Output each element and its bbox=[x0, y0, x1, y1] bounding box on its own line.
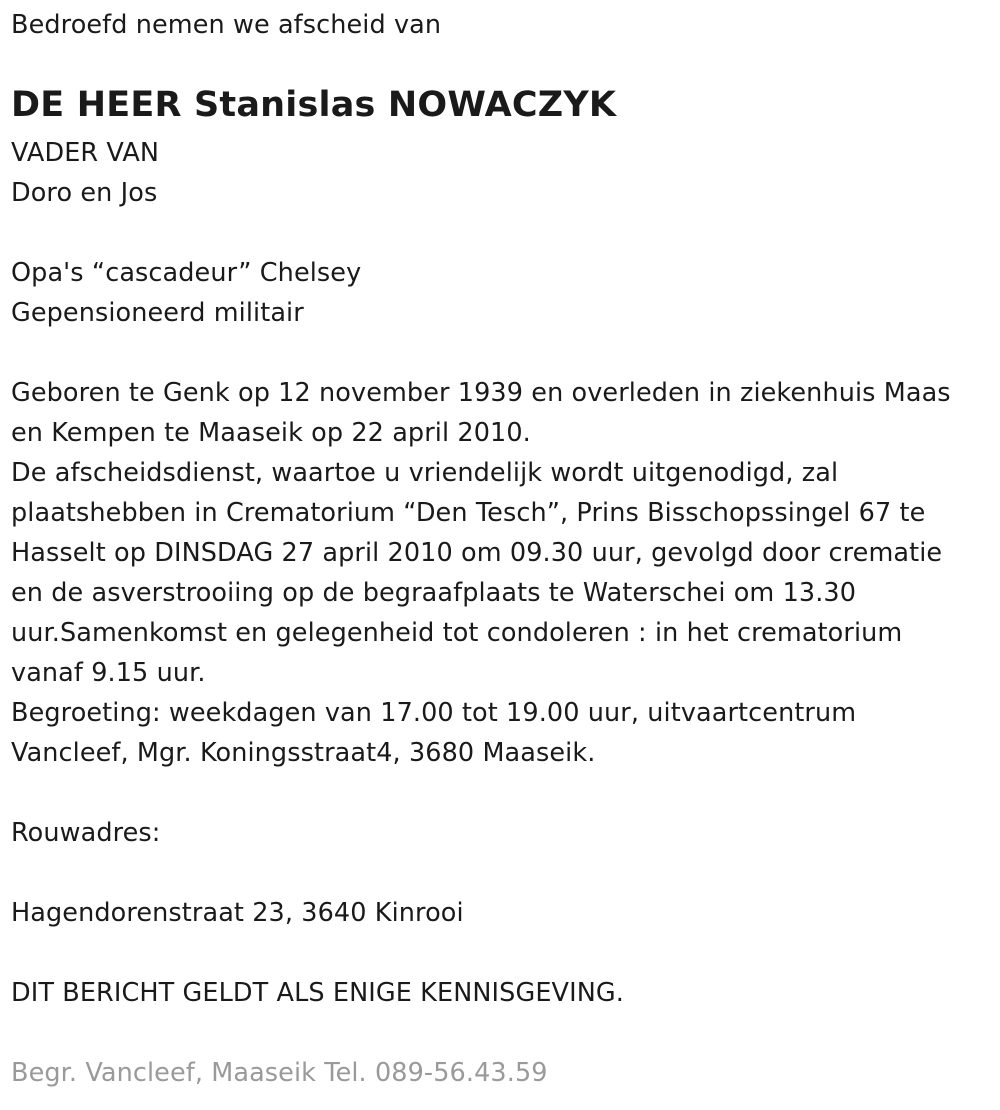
body-line: Vancleef, Mgr. Koningsstraat4, 3680 Maaseik. bbox=[11, 738, 596, 768]
occupation-line: Gepensioneerd militair bbox=[11, 298, 304, 328]
body-line: uur.Samenkomst en gelegenheid tot condoleren : in het crematorium bbox=[11, 618, 903, 648]
body-line: vanaf 9.15 uur. bbox=[11, 658, 206, 688]
body-line: Geboren te Genk op 12 november 1939 en overleden in ziekenhuis Maas bbox=[11, 378, 951, 408]
body-line: en Kempen te Maaseik op 22 april 2010. bbox=[11, 418, 531, 448]
family-block bbox=[11, 133, 159, 213]
nickname-line: Opa's “cascadeur” Chelsey bbox=[11, 258, 362, 288]
children-names: Doro en Jos bbox=[11, 178, 158, 208]
notice-line: DIT BERICHT GELDT ALS ENIGE KENNISGEVING. bbox=[11, 978, 624, 1008]
rouwadres-address: Hagendorenstraat 23, 3640 Kinrooi bbox=[11, 898, 464, 928]
personal-block bbox=[11, 253, 361, 333]
ceremony-details bbox=[11, 373, 951, 773]
deceased-name: DE HEER Stanislas NOWACZYK bbox=[11, 85, 617, 125]
body-line: De afscheidsdienst, waartoe u vriendelijk wordt uitgenodigd, zal bbox=[11, 458, 839, 488]
intro-text: Bedroefd nemen we afscheid van bbox=[11, 10, 442, 40]
body-line: Hasselt op DINSDAG 27 april 2010 om 09.30 uur, gevolgd door crematie bbox=[11, 538, 943, 568]
funeral-home-footer: Begr. Vancleef, Maaseik Tel. 089-56.43.59 bbox=[11, 1058, 548, 1088]
body-line: en de asverstrooiing op de begraafplaats te Waterschei om 13.30 bbox=[11, 578, 857, 608]
rouwadres-label: Rouwadres: bbox=[11, 818, 161, 848]
body-line: Begroeting: weekdagen van 17.00 tot 19.00 uur, uitvaartcentrum bbox=[11, 698, 857, 728]
relation-label: VADER VAN bbox=[11, 138, 160, 168]
body-line: plaatshebben in Crematorium “Den Tesch”, Prins Bisschopssingel 67 te bbox=[11, 498, 926, 528]
